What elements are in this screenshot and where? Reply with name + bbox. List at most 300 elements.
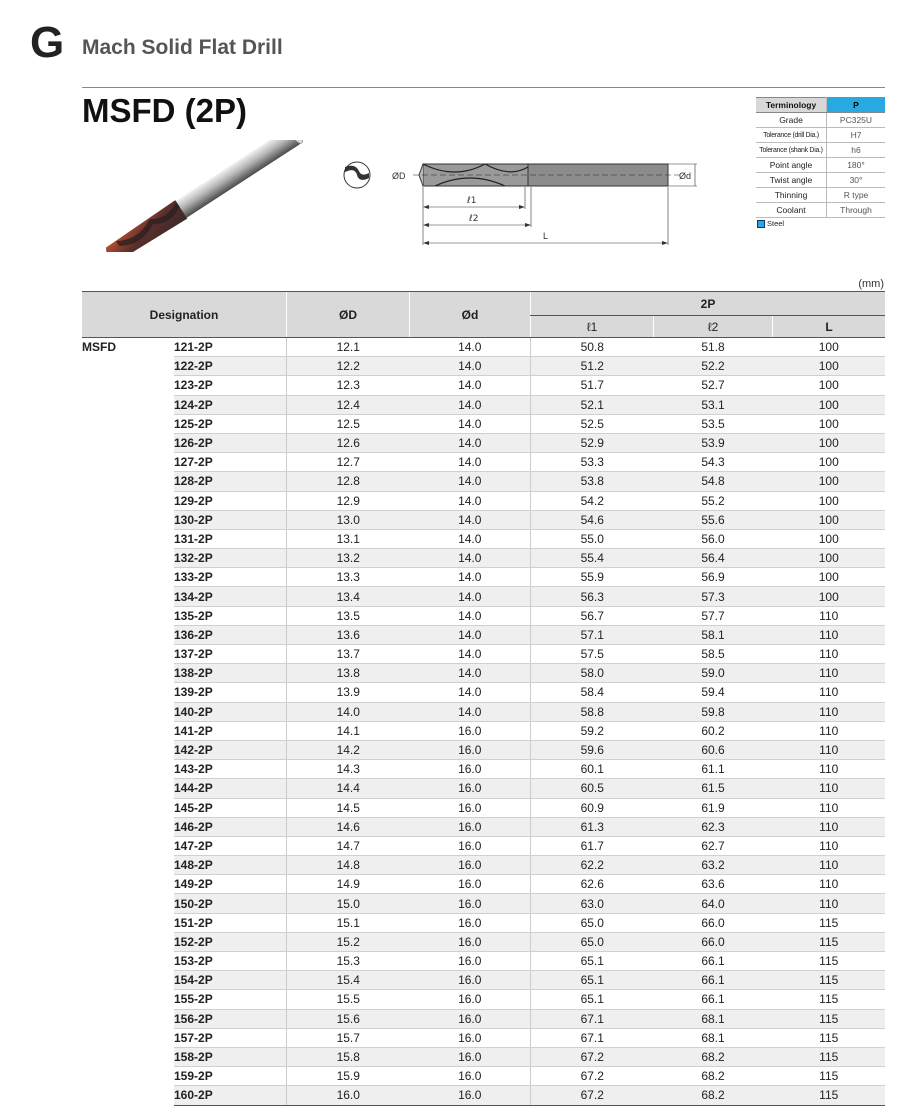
drill-end-view	[344, 162, 370, 188]
designation-cell: 152-2P	[174, 932, 287, 951]
L-cell: 100	[773, 453, 886, 472]
designation-cell: 127-2P	[174, 453, 287, 472]
D-cell: 14.0	[287, 702, 410, 721]
l1-cell: 52.9	[531, 433, 654, 452]
d-cell: 14.0	[410, 357, 531, 376]
designation-cell: 150-2P	[174, 894, 287, 913]
d-cell: 14.0	[410, 645, 531, 664]
l2-cell: 56.9	[654, 568, 773, 587]
d-cell: 16.0	[410, 798, 531, 817]
L-cell: 100	[773, 510, 886, 529]
designation-cell: 157-2P	[174, 1028, 287, 1047]
col-D: ØD	[287, 292, 410, 338]
designation-cell: 159-2P	[174, 1067, 287, 1086]
spec-table	[756, 97, 885, 218]
L-cell: 110	[773, 798, 886, 817]
header-divider	[82, 87, 885, 88]
spec-val: Through	[827, 203, 886, 218]
l1-cell: 65.1	[531, 952, 654, 971]
L-cell: 110	[773, 683, 886, 702]
spec-key: Point angle	[756, 158, 827, 173]
col-l1: ℓ1	[531, 316, 654, 338]
unit-label: (mm)	[858, 278, 884, 290]
d-cell: 14.0	[410, 568, 531, 587]
designation-cell: 137-2P	[174, 645, 287, 664]
table-row	[82, 472, 885, 491]
table-row	[82, 798, 885, 817]
D-cell: 13.4	[287, 587, 410, 606]
d-cell: 14.0	[410, 376, 531, 395]
L-cell: 100	[773, 433, 886, 452]
l1-cell: 56.7	[531, 606, 654, 625]
spec-val: 180°	[827, 158, 886, 173]
D-cell: 15.5	[287, 990, 410, 1009]
D-cell: 13.7	[287, 645, 410, 664]
table-row	[82, 1028, 885, 1047]
l2-cell: 59.4	[654, 683, 773, 702]
designation-cell: 143-2P	[174, 760, 287, 779]
table-row	[82, 510, 885, 529]
D-cell: 14.8	[287, 856, 410, 875]
steel-swatch	[757, 220, 765, 228]
table-row	[82, 433, 885, 452]
table-row	[82, 529, 885, 548]
d-cell: 16.0	[410, 990, 531, 1009]
D-cell: 14.2	[287, 740, 410, 759]
designation-cell: 130-2P	[174, 510, 287, 529]
l2-cell: 59.8	[654, 702, 773, 721]
l1-cell: 67.1	[531, 1028, 654, 1047]
L-cell: 110	[773, 760, 886, 779]
l2-cell: 53.1	[654, 395, 773, 414]
l2-cell: 55.2	[654, 491, 773, 510]
L-cell: 115	[773, 932, 886, 951]
table-row	[82, 587, 885, 606]
spec-val: R type	[827, 188, 886, 203]
dimension-table	[82, 291, 885, 1106]
l2-cell: 58.5	[654, 645, 773, 664]
spec-val: 30°	[827, 173, 886, 188]
l1-cell: 60.9	[531, 798, 654, 817]
l2-cell: 68.2	[654, 1067, 773, 1086]
d-cell: 16.0	[410, 856, 531, 875]
l2-cell: 52.7	[654, 376, 773, 395]
L-cell: 110	[773, 625, 886, 644]
D-cell: 15.9	[287, 1067, 410, 1086]
d-cell: 16.0	[410, 932, 531, 951]
d-cell: 14.0	[410, 491, 531, 510]
d-cell: 16.0	[410, 1028, 531, 1047]
D-cell: 16.0	[287, 1086, 410, 1105]
l1-cell: 52.1	[531, 395, 654, 414]
designation-cell: 121-2P	[174, 338, 287, 357]
L-cell: 100	[773, 491, 886, 510]
L-cell: 110	[773, 721, 886, 740]
designation-cell: 146-2P	[174, 817, 287, 836]
D-cell: 12.1	[287, 338, 410, 357]
l1-cell: 67.2	[531, 1047, 654, 1066]
designation-cell: 136-2P	[174, 625, 287, 644]
L-cell: 115	[773, 913, 886, 932]
l1-cell: 65.1	[531, 990, 654, 1009]
l1-cell: 58.8	[531, 702, 654, 721]
l1-cell: 51.2	[531, 357, 654, 376]
d-cell: 14.0	[410, 510, 531, 529]
drill-drawing	[335, 145, 705, 250]
d-cell: 16.0	[410, 971, 531, 990]
table-row	[82, 376, 885, 395]
designation-cell: 134-2P	[174, 587, 287, 606]
l1-cell: 51.7	[531, 376, 654, 395]
d-cell: 16.0	[410, 875, 531, 894]
table-row	[82, 606, 885, 625]
D-cell: 13.9	[287, 683, 410, 702]
l1-cell: 55.0	[531, 529, 654, 548]
L-cell: 110	[773, 817, 886, 836]
l2-cell: 66.1	[654, 952, 773, 971]
col-group-2P: 2P	[531, 292, 886, 316]
l1-cell: 60.1	[531, 760, 654, 779]
table-row	[82, 913, 885, 932]
d-cell: 14.0	[410, 414, 531, 433]
d-cell: 14.0	[410, 606, 531, 625]
d-cell: 16.0	[410, 894, 531, 913]
col-designation: Designation	[82, 292, 287, 338]
l1-cell: 52.5	[531, 414, 654, 433]
L-cell: 115	[773, 990, 886, 1009]
D-cell: 13.8	[287, 664, 410, 683]
l1-cell: 58.0	[531, 664, 654, 683]
L-cell: 110	[773, 702, 886, 721]
designation-cell: 122-2P	[174, 357, 287, 376]
label-l1: ℓ1	[467, 196, 477, 206]
l1-cell: 62.6	[531, 875, 654, 894]
l1-cell: 56.3	[531, 587, 654, 606]
l2-cell: 61.5	[654, 779, 773, 798]
d-cell: 16.0	[410, 1009, 531, 1028]
table-row	[82, 645, 885, 664]
designation-cell: 158-2P	[174, 1047, 287, 1066]
l2-cell: 62.3	[654, 817, 773, 836]
table-row	[82, 683, 885, 702]
designation-cell: 151-2P	[174, 913, 287, 932]
D-cell: 14.7	[287, 836, 410, 855]
l2-cell: 61.9	[654, 798, 773, 817]
designation-cell: 156-2P	[174, 1009, 287, 1028]
table-row	[82, 952, 885, 971]
l1-cell: 63.0	[531, 894, 654, 913]
l2-cell: 66.0	[654, 913, 773, 932]
l2-cell: 60.6	[654, 740, 773, 759]
table-row	[82, 894, 885, 913]
l1-cell: 53.3	[531, 453, 654, 472]
D-cell: 12.9	[287, 491, 410, 510]
D-cell: 15.0	[287, 894, 410, 913]
table-row	[82, 836, 885, 855]
L-cell: 110	[773, 606, 886, 625]
d-cell: 14.0	[410, 453, 531, 472]
d-cell: 14.0	[410, 529, 531, 548]
table-row	[82, 721, 885, 740]
D-cell: 13.6	[287, 625, 410, 644]
D-cell: 14.4	[287, 779, 410, 798]
l1-cell: 61.7	[531, 836, 654, 855]
l2-cell: 53.5	[654, 414, 773, 433]
table-row	[82, 625, 885, 644]
L-cell: 100	[773, 472, 886, 491]
l2-cell: 59.0	[654, 664, 773, 683]
spec-head-key: Terminology	[756, 98, 827, 113]
l1-cell: 54.2	[531, 491, 654, 510]
l1-cell: 67.2	[531, 1067, 654, 1086]
d-cell: 14.0	[410, 433, 531, 452]
l2-cell: 54.8	[654, 472, 773, 491]
table-row	[82, 702, 885, 721]
table-row	[82, 779, 885, 798]
L-cell: 100	[773, 549, 886, 568]
designation-cell: 149-2P	[174, 875, 287, 894]
designation-cell: 125-2P	[174, 414, 287, 433]
L-cell: 115	[773, 1028, 886, 1047]
table-row	[82, 1009, 885, 1028]
D-cell: 12.7	[287, 453, 410, 472]
l2-cell: 53.9	[654, 433, 773, 452]
table-row	[82, 990, 885, 1009]
L-cell: 110	[773, 664, 886, 683]
l2-cell: 61.1	[654, 760, 773, 779]
l1-cell: 50.8	[531, 338, 654, 357]
drill-photo	[85, 140, 315, 252]
d-cell: 16.0	[410, 913, 531, 932]
designation-cell: 124-2P	[174, 395, 287, 414]
l1-cell: 65.1	[531, 971, 654, 990]
product-title: MSFD (2P)	[82, 92, 247, 129]
D-cell: 14.9	[287, 875, 410, 894]
l1-cell: 62.2	[531, 856, 654, 875]
d-cell: 14.0	[410, 702, 531, 721]
table-row	[82, 760, 885, 779]
l1-cell: 67.1	[531, 1009, 654, 1028]
d-cell: 14.0	[410, 587, 531, 606]
l2-cell: 66.1	[654, 971, 773, 990]
label-d: Ød	[679, 171, 692, 181]
L-cell: 110	[773, 740, 886, 759]
d-cell: 16.0	[410, 1047, 531, 1066]
l2-cell: 51.8	[654, 338, 773, 357]
l2-cell: 63.6	[654, 875, 773, 894]
L-cell: 110	[773, 875, 886, 894]
d-cell: 16.0	[410, 740, 531, 759]
l2-cell: 66.0	[654, 932, 773, 951]
L-cell: 110	[773, 779, 886, 798]
l1-cell: 65.0	[531, 913, 654, 932]
l2-cell: 55.6	[654, 510, 773, 529]
L-cell: 115	[773, 1086, 886, 1105]
l2-cell: 56.4	[654, 549, 773, 568]
D-cell: 12.2	[287, 357, 410, 376]
spec-head-val: P	[827, 98, 886, 113]
L-cell: 110	[773, 856, 886, 875]
spec-key: Tolerance (shank Dia.)	[756, 143, 827, 158]
d-cell: 16.0	[410, 952, 531, 971]
d-cell: 16.0	[410, 760, 531, 779]
label-D: ØD	[392, 171, 406, 181]
l2-cell: 68.1	[654, 1028, 773, 1047]
d-cell: 14.0	[410, 683, 531, 702]
l1-cell: 57.1	[531, 625, 654, 644]
L-cell: 100	[773, 395, 886, 414]
spec-key: Tolerance (drill Dia.)	[756, 128, 827, 143]
d-cell: 16.0	[410, 1086, 531, 1105]
D-cell: 15.3	[287, 952, 410, 971]
l2-cell: 64.0	[654, 894, 773, 913]
d-cell: 16.0	[410, 779, 531, 798]
D-cell: 12.5	[287, 414, 410, 433]
l2-cell: 68.2	[654, 1086, 773, 1105]
l1-cell: 60.5	[531, 779, 654, 798]
d-cell: 16.0	[410, 721, 531, 740]
D-cell: 12.8	[287, 472, 410, 491]
l2-cell: 66.1	[654, 990, 773, 1009]
L-cell: 110	[773, 645, 886, 664]
D-cell: 14.3	[287, 760, 410, 779]
table-row	[82, 932, 885, 951]
col-l2: ℓ2	[654, 316, 773, 338]
designation-cell: 135-2P	[174, 606, 287, 625]
l1-cell: 67.2	[531, 1086, 654, 1105]
l2-cell: 68.2	[654, 1047, 773, 1066]
designation-cell: 153-2P	[174, 952, 287, 971]
d-cell: 14.0	[410, 472, 531, 491]
l2-cell: 58.1	[654, 625, 773, 644]
table-row	[82, 568, 885, 587]
spec-key: Grade	[756, 113, 827, 128]
designation-cell: 144-2P	[174, 779, 287, 798]
table-row	[82, 549, 885, 568]
table-row	[82, 740, 885, 759]
L-cell: 100	[773, 338, 886, 357]
table-row	[82, 1086, 885, 1105]
L-cell: 100	[773, 414, 886, 433]
designation-cell: 160-2P	[174, 1086, 287, 1105]
D-cell: 15.2	[287, 932, 410, 951]
L-cell: 100	[773, 568, 886, 587]
l2-cell: 60.2	[654, 721, 773, 740]
designation-cell: 145-2P	[174, 798, 287, 817]
designation-cell: 139-2P	[174, 683, 287, 702]
l2-cell: 52.2	[654, 357, 773, 376]
table-row	[82, 664, 885, 683]
l1-cell: 57.5	[531, 645, 654, 664]
spec-key: Thinning	[756, 188, 827, 203]
d-cell: 14.0	[410, 664, 531, 683]
d-cell: 16.0	[410, 836, 531, 855]
material-legend	[757, 219, 784, 228]
table-row	[82, 453, 885, 472]
l1-cell: 59.6	[531, 740, 654, 759]
l1-cell: 55.9	[531, 568, 654, 587]
L-cell: 115	[773, 952, 886, 971]
spec-key: Twist angle	[756, 173, 827, 188]
l1-cell: 53.8	[531, 472, 654, 491]
L-cell: 115	[773, 1067, 886, 1086]
l2-cell: 62.7	[654, 836, 773, 855]
D-cell: 14.5	[287, 798, 410, 817]
table-row	[82, 338, 885, 357]
D-cell: 12.6	[287, 433, 410, 452]
designation-cell: 154-2P	[174, 971, 287, 990]
table-row	[82, 875, 885, 894]
designation-cell: 129-2P	[174, 491, 287, 510]
designation-cell: 141-2P	[174, 721, 287, 740]
D-cell: 15.7	[287, 1028, 410, 1047]
table-row	[82, 856, 885, 875]
L-cell: 115	[773, 971, 886, 990]
table-row	[82, 357, 885, 376]
D-cell: 13.0	[287, 510, 410, 529]
l2-cell: 57.7	[654, 606, 773, 625]
l2-cell: 54.3	[654, 453, 773, 472]
l1-cell: 58.4	[531, 683, 654, 702]
d-cell: 14.0	[410, 338, 531, 357]
designation-cell: 132-2P	[174, 549, 287, 568]
L-cell: 115	[773, 1047, 886, 1066]
table-row	[82, 1067, 885, 1086]
series-label: MSFD	[82, 338, 174, 1106]
table-row	[82, 395, 885, 414]
l2-cell: 68.1	[654, 1009, 773, 1028]
d-cell: 14.0	[410, 625, 531, 644]
designation-cell: 148-2P	[174, 856, 287, 875]
legend-label: Steel	[767, 219, 785, 228]
L-cell: 100	[773, 357, 886, 376]
spec-key: Coolant	[756, 203, 827, 218]
designation-cell: 142-2P	[174, 740, 287, 759]
D-cell: 13.1	[287, 529, 410, 548]
D-cell: 15.6	[287, 1009, 410, 1028]
table-row	[82, 491, 885, 510]
L-cell: 110	[773, 836, 886, 855]
D-cell: 14.1	[287, 721, 410, 740]
table-row	[82, 1047, 885, 1066]
table-row	[82, 971, 885, 990]
D-cell: 13.5	[287, 606, 410, 625]
spec-val: h6	[827, 143, 886, 158]
section-title: Mach Solid Flat Drill	[82, 36, 283, 59]
designation-cell: 128-2P	[174, 472, 287, 491]
l1-cell: 55.4	[531, 549, 654, 568]
D-cell: 12.3	[287, 376, 410, 395]
label-l2: ℓ2	[469, 214, 479, 224]
D-cell: 13.3	[287, 568, 410, 587]
designation-cell: 140-2P	[174, 702, 287, 721]
col-d: Ød	[410, 292, 531, 338]
designation-cell: 126-2P	[174, 433, 287, 452]
L-cell: 110	[773, 894, 886, 913]
D-cell: 15.4	[287, 971, 410, 990]
spec-val: PC325U	[827, 113, 886, 128]
designation-cell: 133-2P	[174, 568, 287, 587]
d-cell: 14.0	[410, 549, 531, 568]
D-cell: 14.6	[287, 817, 410, 836]
label-L: L	[543, 231, 549, 241]
section-letter: G	[30, 18, 65, 67]
col-L: L	[773, 316, 886, 338]
L-cell: 100	[773, 587, 886, 606]
table-row	[82, 817, 885, 836]
designation-cell: 147-2P	[174, 836, 287, 855]
L-cell: 115	[773, 1009, 886, 1028]
